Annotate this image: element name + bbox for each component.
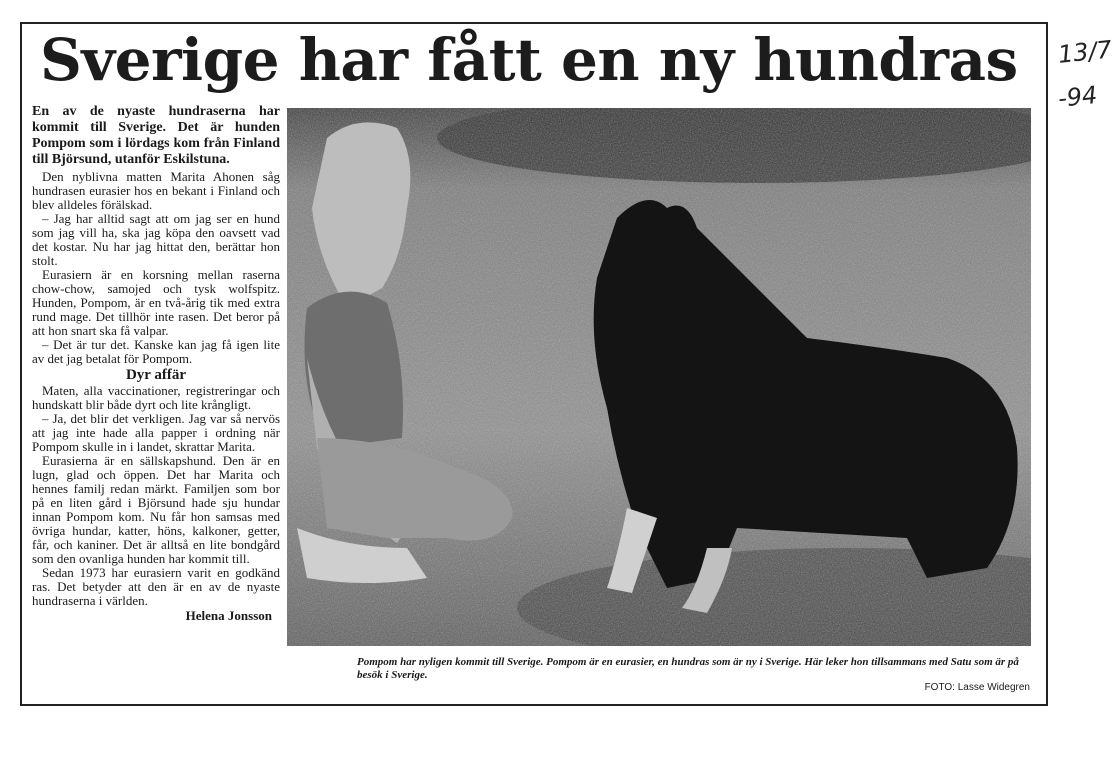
paragraph: Den nyblivna matten Marita Ahonen såg hundrasen eurasier hos en bekant i Finland och blev alldeles förälskad.: [32, 169, 280, 212]
paragraph: – Det är tur det. Kanske kan jag få igen lite av det jag betalat för Pompom.: [32, 337, 280, 366]
paragraph: Sedan 1973 har eurasiern varit en godkänd ras. Det betyder att den är en av de nyaste hundraserna i världen.: [32, 565, 280, 608]
handwritten-date-line-2: -94: [1056, 80, 1099, 113]
photo-illustration: [287, 108, 1031, 646]
photo-credit: FOTO: Lasse Widegren: [924, 682, 1030, 693]
lede: En av de nyaste hundraserna har kommit till Sverige. Det är hunden Pompom som i lördags kom från Finland till Björsund, utanför Eskilstuna.: [32, 104, 280, 167]
subheading: Dyr affär: [125, 367, 187, 383]
paragraph: Eurasierna är en sällskapshund. Den är en lugn, glad och öppen. Det har Marita och hennes familj redan märkt. Familjen som bor på en liten gård i Björsund hade sju hundar innan Pompom kom. Nu får hon samsas med övriga hundar, katter, höns, kalkoner, getter, får, och kaniner. Det är alltså en lite bondgård som den ovanliga hunden har kommit till.: [32, 453, 280, 566]
paragraph: – Ja, det blir det verkligen. Jag var så nervös att jag inte hade alla papper i ordning när Pompom skulle in i landet, skrattar Marita.: [32, 411, 280, 454]
byline: Helena Jonsson: [185, 608, 272, 623]
paragraph: – Jag har alltid sagt att om jag ser en hund som jag vill ha, ska jag köpa den oavsett vad det kostar. Nu har jag hittat den, berättar hon stolt.: [32, 211, 280, 268]
photo-caption: Pompom har nyligen kommit till Sverige. Pompom är en eurasier, en hundras som är ny i Sverige. Här leker hon tillsammans med Satu som är på besök i Sverige.: [357, 656, 1019, 681]
handwritten-date: [1058, 30, 1114, 130]
news-photo: [287, 108, 1031, 646]
article-body: [32, 104, 280, 700]
paragraph: Maten, alla vaccinationer, registreringar och hundskatt blir både dyrt och lite krångligt.: [32, 383, 280, 412]
paragraph: Eurasiern är en korsning mellan raserna chow-chow, samojed och tysk wolfspitz. Hunden, Pompom, är en två-årig tik med extra rund mage. Det tillhör inte rasen. Det beror på att hon snart ska få valpar.: [32, 267, 280, 338]
headline: Sverige har fått en ny hundras: [40, 26, 1018, 94]
handwritten-date-line-1: 13/7: [1056, 35, 1114, 69]
